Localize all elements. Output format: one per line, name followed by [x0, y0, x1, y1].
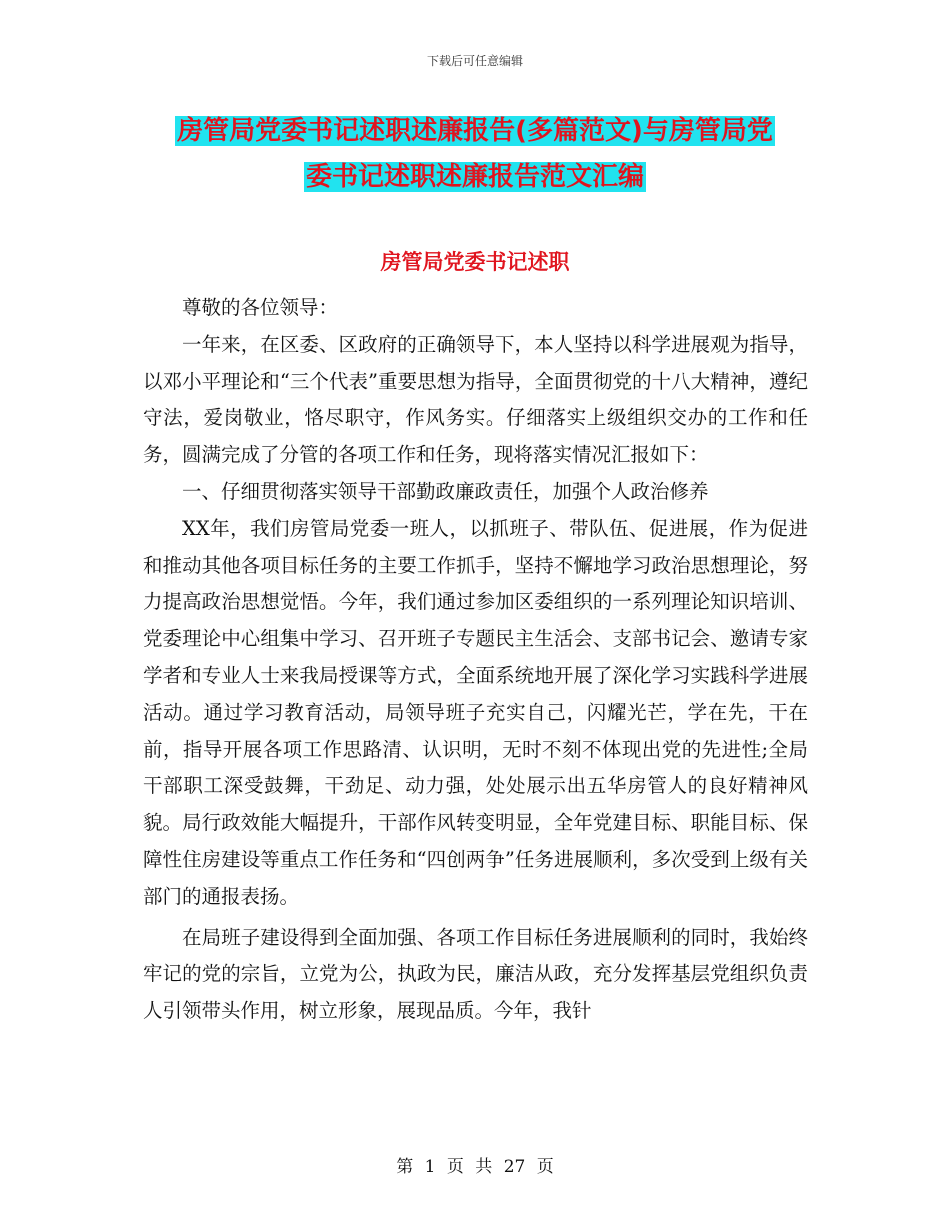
body-text: [143, 290, 808, 1030]
title-line-2: 委书记述职述廉报告范文汇编: [305, 162, 644, 192]
paragraph-heading-1: 一、仔细贯彻落实领导干部勤政廉政责任，加强个人政治修养: [182, 479, 709, 503]
title-line-1: 房管局党委书记述职述廉报告(多篇范文)与房管局党: [177, 116, 773, 146]
paragraph-intro: 一年来，在区委、区政府的正确领导下，本人坚持以科学进展观为指导，以邓小平理论和“三个代表”重要思想为指导，全面贯彻党的十八大精神，遵纪守法，爱岗敬业，恪尽职守，作风务实。仔细落实上级组织交办的工作和任务，圆满完成了分管的各项工作和任务，现将落实情况汇报如下：: [143, 332, 808, 467]
paragraph-body-2: 在局班子建设得到全面加强、各项工作目标任务进展顺利的同时，我始终牢记的党的宗旨，立党为公，执政为民，廉洁从政，充分发挥基层党组织负责人引领带头作用，树立形象，展现品质。今年，我针: [143, 925, 808, 1023]
document-title: [140, 108, 810, 200]
paragraph-salutation: 尊敬的各位领导：: [182, 296, 339, 319]
paragraph-body-1: XX年，我们房管局党委一班人，以抓班子、带队伍、促进展，作为促进和推动其他各项目标任务的主要工作抓手，坚持不懈地学习政治思想理论，努力提高政治思想觉悟。今年，我们通过参加区委组织的一系列理论知识培训、党委理论中心组集中学习、召开班子专题民主生活会、支部书记会、邀请专家学者和专业人士来我局授课等方式，全面系统地开展了深化学习实践科学进展活动。通过学习教育活动，局领导班子充实自己，闪耀光芒，学在先，干在前，指导开展各项工作思路清、认识明，无时不刻不体现出党的先进性;全局干部职工深受鼓舞，干劲足、动力强，处处展示出五华房管人的良好精神风貌。局行政效能大幅提升，干部作风转变明显，全年党建目标、职能目标、保障性住房建设等重点工作任务和“四创两争”任务进展顺利，多次受到上级有关部门的通报表扬。: [143, 516, 808, 908]
page-footer: 第 1 页 共 27 页: [396, 1157, 554, 1177]
header-note: 下载后可任意编辑: [426, 54, 523, 68]
section-title: 房管局党委书记述职: [380, 250, 570, 274]
